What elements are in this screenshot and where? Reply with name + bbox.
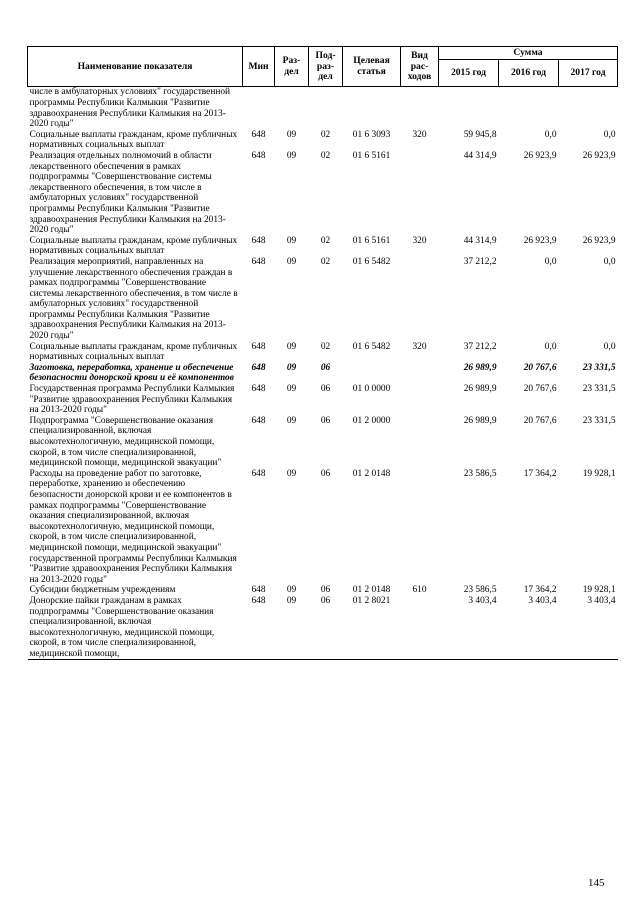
row-ministry: 648 [251, 341, 266, 352]
row-sum-2015: 59 945,8 [463, 129, 497, 140]
row-name: Реализация отдельных полномочий в области лекарственного обеспечения в рамках подпрограммы "Совершенствование системы лекарственного обеспечения, в том числе в амбулаторных условиях" государственной программы Республики Калмыкия "Развитие здравоохранения Республики Калмыкия на 2013-2020 годы" [29, 150, 226, 236]
row-sum-2016 [499, 87, 559, 130]
row-target-article: 01 2 0148 [352, 468, 391, 479]
row-expense-type [401, 469, 439, 586]
row-sum-2015: 37 212,2 [463, 341, 497, 352]
row-section: 09 [286, 362, 297, 373]
row-expense-type [401, 87, 439, 130]
row-subsection: 02 [320, 256, 331, 267]
table-row [28, 469, 618, 586]
row-expense-type: 610 [412, 585, 427, 596]
row-sum-2017: 19 928,1 [582, 468, 616, 479]
row-name: Государственная программа Республики Калмыкия "Развитие здравоохранения Республики Калмыкия на 2013-2020 годы" [29, 384, 235, 416]
table-body [28, 87, 618, 660]
row-ministry: 648 [251, 468, 266, 479]
row-expense-type [401, 257, 439, 342]
row-expense-type: 320 [412, 341, 427, 352]
row-ministry: 648 [251, 585, 266, 596]
row-section: 09 [275, 596, 309, 660]
row-subsection: 06 [320, 362, 331, 373]
row-sum-2017: 0,0 [603, 256, 616, 267]
row-sum-2015: 26 989,9 [463, 384, 497, 395]
row-sum-2017: 26 923,9 [582, 150, 616, 161]
table-row [28, 87, 618, 130]
row-subsection: 06 [320, 415, 331, 426]
row-target-article [343, 363, 401, 384]
row-target-article: 01 2 8021 [343, 596, 401, 660]
row-subsection: 02 [320, 150, 331, 161]
row-sum-2017 [559, 87, 618, 130]
row-expense-type [401, 416, 439, 469]
row-sum-2015: 44 314,9 [463, 235, 497, 246]
table-header [28, 47, 618, 87]
row-name: Подпрограмма "Совершенствование оказания специализированной, включая высокотехнологичную, медицинской помощи, скорой, в том числе специализированной, медицинской помощи, медицинской эвакуации" [29, 415, 222, 469]
row-name: Социальные выплаты гражданам, кроме публичных нормативных социальных выплат [29, 235, 238, 257]
row-subsection: 06 [320, 384, 331, 395]
row-subsection: 06 [320, 468, 331, 479]
header-subsection: Под- раз- дел [309, 47, 343, 87]
row-subsection: 02 [320, 129, 331, 140]
row-target-article: 01 2 0000 [352, 415, 391, 426]
header-target-article: Целевая статья [343, 47, 401, 87]
row-sum-2017: 23 331,5 [582, 415, 616, 426]
row-sum-2016: 0,0 [544, 256, 557, 267]
row-sum-2015 [439, 87, 499, 130]
row-sum-2017: 0,0 [603, 341, 616, 352]
row-target-article: 01 6 5161 [352, 235, 391, 246]
row-section: 09 [286, 415, 297, 426]
row-sum-2017: 19 928,1 [582, 585, 616, 596]
row-ministry: 648 [251, 256, 266, 267]
row-sum-2015: 37 212,2 [463, 256, 497, 267]
row-target-article: 01 6 3093 [352, 129, 391, 140]
row-name: числе в амбулаторных условиях" государственной программы Республики Калмыкия "Развитие здравоохранения Республики Калмыкия на 2013-2020 годы" [29, 87, 231, 130]
row-sum-2016: 26 923,9 [523, 235, 557, 246]
row-section: 09 [286, 468, 297, 479]
table-row [28, 236, 618, 257]
table-row [28, 384, 618, 416]
row-name: Субсидии бюджетным учреждениям [29, 585, 176, 596]
row-sum-2017: 26 923,9 [582, 235, 616, 246]
row-sum-2016: 3 403,4 [499, 596, 559, 660]
row-name: Социальные выплаты гражданам, кроме публичных нормативных социальных выплат [29, 129, 238, 151]
row-section: 09 [286, 150, 297, 161]
row-target-article [343, 87, 401, 130]
row-ministry: 648 [251, 235, 266, 246]
row-name: Социальные выплаты гражданам, кроме публичных нормативных социальных выплат [29, 341, 238, 363]
page-number: 145 [588, 877, 605, 889]
row-sum-2016: 17 364,2 [523, 468, 557, 479]
row-sum-2015: 23 586,5 [463, 468, 497, 479]
row-name: Заготовка, переработка, хранение и обеспечение безопасности донорской крови и её компонентов [29, 362, 234, 384]
row-sum-2016: 20 767,6 [523, 384, 557, 395]
row-sum-2017: 3 403,4 [559, 596, 618, 660]
header-2016: 2016 год [499, 60, 559, 87]
row-ministry: 648 [251, 150, 266, 161]
row-expense-type [401, 596, 439, 660]
row-expense-type: 320 [412, 129, 427, 140]
budget-table-sheet [27, 46, 617, 660]
table-row [28, 130, 618, 151]
row-name: Расходы на проведение работ по заготовке, переработке, хранению и обеспечению безопасности донорской крови и ее компонентов в рамках подпрограммы "Совершенствование оказания специализированной, включая высокотехнологичную, медицинской помощи, скорой, в том числе специализированной, медицинской помощи, медицинской эвакуации" государственной программы Республики Калмыкия "Развитие здравоохранения Республики Калмыкия на 2013-2020 годы" [29, 468, 237, 585]
header-2015: 2015 год [439, 60, 499, 87]
budget-table [27, 46, 618, 660]
row-subsection: 02 [320, 235, 331, 246]
row-name: Реализация мероприятий, направленных на улучшение лекарственного обеспечения граждан в рамках подпрограммы "Совершенствование системы лекарственного обеспечения, в том числе в амбулаторных условиях" государственной программы Республики Калмыкия "Развитие здравоохранения Республики Калмыкия на 2013-2020 годы" [29, 256, 238, 342]
row-sum-2017: 23 331,5 [582, 362, 616, 373]
row-sum-2016: 0,0 [544, 341, 557, 352]
row-ministry: 648 [251, 415, 266, 426]
header-name: Наименование показателя [28, 47, 243, 87]
row-ministry [243, 87, 275, 130]
row-section: 09 [286, 129, 297, 140]
header-ministry: Мин [243, 47, 275, 87]
row-section: 09 [286, 585, 297, 596]
table-row [28, 151, 618, 236]
row-subsection [309, 87, 343, 130]
table-row [28, 596, 618, 660]
row-sum-2015: 3 403,4 [439, 596, 499, 660]
row-sum-2016: 26 923,9 [523, 150, 557, 161]
row-expense-type [401, 384, 439, 416]
row-expense-type [401, 151, 439, 236]
table-row [28, 585, 618, 596]
header-expense-type: Вид рас- ходов [401, 47, 439, 87]
row-subsection: 06 [309, 596, 343, 660]
row-sum-2015: 23 586,5 [463, 585, 497, 596]
header-section: Раз- дел [275, 47, 309, 87]
row-target-article: 01 6 5482 [352, 341, 391, 352]
row-section [275, 87, 309, 130]
row-sum-2017: 0,0 [603, 129, 616, 140]
row-target-article: 01 6 5482 [352, 256, 391, 267]
row-sum-2016: 17 364,2 [523, 585, 557, 596]
table-row [28, 416, 618, 469]
row-sum-2015: 26 989,9 [463, 362, 497, 373]
row-name: Донорские пайки гражданам в рамках подпрограммы "Совершенствование оказания специализированной, включая высокотехнологичную, медицинской помощи, скорой, в том числе специализированной, медицинской помощи, [28, 596, 243, 660]
row-section: 09 [286, 256, 297, 267]
row-sum-2016: 0,0 [544, 129, 557, 140]
table-row [28, 363, 618, 384]
row-sum-2015: 44 314,9 [463, 150, 497, 161]
row-target-article: 01 0 0000 [352, 384, 391, 395]
row-sum-2016: 20 767,6 [523, 362, 557, 373]
row-ministry: 648 [251, 129, 266, 140]
row-sum-2017: 23 331,5 [582, 384, 616, 395]
row-subsection: 06 [320, 585, 331, 596]
header-sum: Сумма [439, 47, 618, 60]
header-2017: 2017 год [559, 60, 618, 87]
row-section: 09 [286, 384, 297, 395]
row-expense-type: 320 [412, 235, 427, 246]
row-target-article: 01 2 0148 [352, 585, 391, 596]
row-ministry: 648 [243, 596, 275, 660]
row-section: 09 [286, 341, 297, 352]
row-subsection: 02 [320, 341, 331, 352]
table-row [28, 257, 618, 342]
row-ministry: 648 [251, 384, 266, 395]
row-section: 09 [286, 235, 297, 246]
row-ministry: 648 [251, 362, 266, 373]
row-sum-2015: 26 989,9 [463, 415, 497, 426]
row-expense-type [401, 363, 439, 384]
table-row [28, 342, 618, 363]
row-target-article: 01 6 5161 [352, 150, 391, 161]
row-sum-2016: 20 767,6 [523, 415, 557, 426]
